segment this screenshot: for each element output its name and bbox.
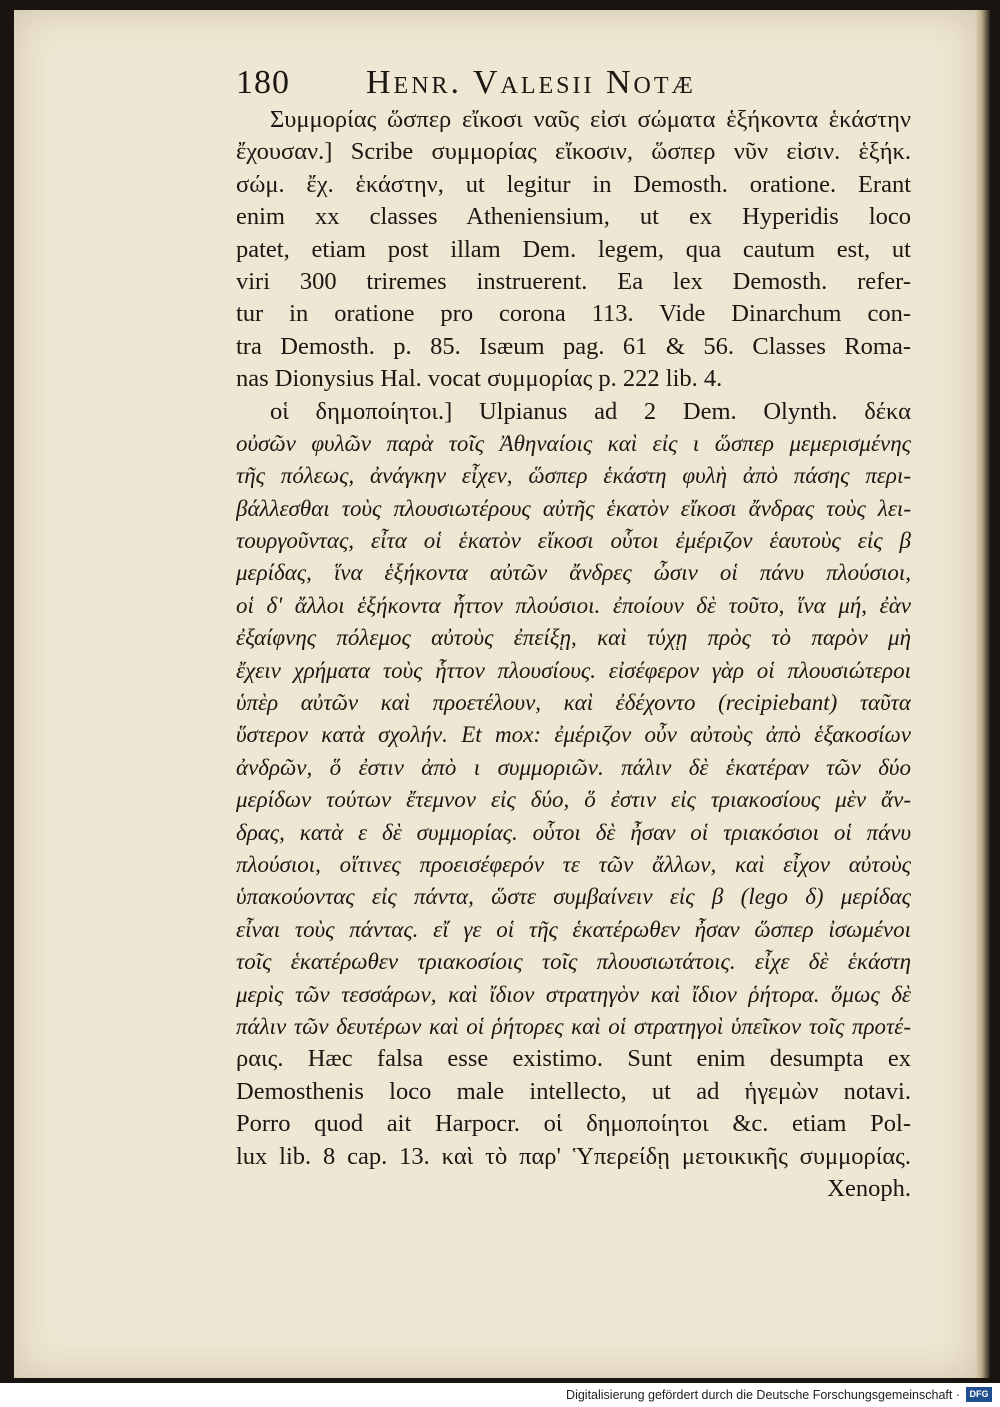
text-line: nas Dionysius Hal. vocat συμμορίας p. 222 lib. 4.	[236, 365, 723, 393]
text-line: tur in oratione pro corona 113. Vide Dinarchum con-	[236, 300, 911, 328]
text-line: ἔχουσαν.] Scribe συμμορίας εἴκοσιν, ὥσπερ νῦν εἰσιν. ἑξήκ.	[236, 138, 911, 166]
page-header	[236, 64, 916, 104]
text-line: δρας, κατὰ ε δὲ συμμορίας. οὗτοι δὲ ἦσαν οἱ τριακόσιοι οἱ πάνυ	[236, 819, 911, 845]
text-line: πάλιν τῶν δευτέρων καὶ οἱ ῥήτορες καὶ οἱ στρατηγοὶ ὑπεῖκον τοῖς προτέ-	[236, 1013, 911, 1039]
text-line: tra Demosth. p. 85. Isæum pag. 61 & 56. Classes Roma-	[236, 332, 911, 360]
text-line: Demosthenis loco male intellecto, ut ad ἡγεμὼν notavi.	[236, 1077, 911, 1105]
text-line: ὕστερον κατὰ σχολήν. Et mox: ἐμέριζον οὖν αὐτοὺς ἀπὸ ἑξακοσίων	[236, 722, 911, 748]
digitization-footer	[0, 1383, 1000, 1407]
text-line: τοῖς ἑκατέρωθεν τριακοσίοις τοῖς πλουσιωτάτοις. εἶχε δὲ ἑκάστη	[236, 949, 911, 975]
catchword: Xenoph.	[827, 1174, 911, 1202]
text-line: Συμμορίας ὥσπερ εἴκοσι ναῦς εἰσι σώματα ἑξήκοντα ἑκάστην	[270, 106, 911, 133]
text-line: viri 300 triremes instruerent. Ea lex Demosth. refer-	[236, 267, 911, 295]
text-line: μερίδας, ἵνα ἑξήκοντα αὐτῶν ἄνδρες ὦσιν οἱ πάνυ πλούσιοι,	[236, 560, 911, 586]
page-edge	[976, 10, 990, 1378]
text-line: ὑπὲρ αὐτῶν καὶ προετέλουν, καὶ ἐδέχοντο (recipiebant) ταῦτα	[236, 690, 911, 716]
text-line: οἱ δημοποίητοι.] Ulpianus ad 2 Dem. Olynth. δέκα	[270, 397, 911, 425]
footer-credit: Digitalisierung gefördert durch die Deutsche Forschungsgemeinschaft ·	[566, 1388, 960, 1402]
text-line: ὑπακούοντας εἰς πάντα, ὥστε συμβαίνειν εἰς β (lego δ) μερίδας	[236, 884, 911, 910]
text-line: τῆς πόλεως, ἀνάγκην εἶχεν, ὥσπερ ἑκάστη φυλὴ ἀπὸ πάσης περι-	[236, 463, 911, 489]
text-line: πλούσιοι, οἵτινες προεισέφερόν τε τῶν ἄλλων, καὶ εἶχον αὐτοὺς	[236, 851, 911, 877]
text-line: Porro quod ait Harpocr. οἱ δημοποίητοι &c. etiam Pol-	[236, 1110, 911, 1138]
dfg-logo: DFG	[966, 1387, 992, 1402]
text-line: εἶναι τοὺς πάντας. εἴ γε οἱ τῆς ἑκατέρωθεν ἦσαν ὥσπερ ἰσωμένοι	[236, 916, 911, 942]
running-head: Henr. Valesii Notæ	[366, 64, 696, 101]
text-line: ἀνδρῶν, ὅ ἐστιν ἀπὸ ι συμμοριῶν. πάλιν δὲ ἑκατέραν τῶν δύο	[236, 754, 911, 780]
text-line: βάλλεσθαι τοὺς πλουσιωτέρους αὐτῆς ἑκατὸν εἴκοσι ἄνδρας τοὺς λει-	[236, 495, 911, 521]
text-line: οὐσῶν φυλῶν παρὰ τοῖς Ἀθηναίοις καὶ εἰς ι ὥσπερ μεμερισμένης	[236, 430, 911, 456]
text-line: τουργοῦντας, εἶτα οἱ ἑκατὸν εἴκοσι οὗτοι ἐμέριζον ἑαυτοὺς εἰς β	[236, 528, 911, 554]
text-line: enim xx classes Atheniensium, ut ex Hyperidis loco	[236, 203, 911, 231]
text-line: lux lib. 8 cap. 13. καὶ τὸ παρ' Ὑπερείδῃ μετοικικῆς συμμορίας.	[236, 1142, 911, 1170]
text-line: οἱ δ' ἄλλοι ἑξήκοντα ἧττον πλούσιοι. ἐποίουν δὲ τοῦτο, ἵνα μή, ἐὰν	[236, 592, 911, 618]
text-line: ἐξαίφνης πόλεμος αὐτοὺς ἐπείξῃ, καὶ τύχῃ πρὸς τὸ παρὸν μὴ	[236, 625, 911, 651]
text-line: patet, etiam post illam Dem. legem, qua cautum est, ut	[236, 235, 911, 263]
text-line: σώμ. ἔχ. ἑκάστην, ut legitur in Demosth. oratione. Erant	[236, 170, 911, 198]
text-line: ραις. Hæc falsa esse existimo. Sunt enim desumpta ex	[236, 1045, 911, 1073]
page-number: 180	[236, 64, 290, 101]
body-text	[236, 104, 911, 1205]
text-line: ἔχειν χρήματα τοὺς ἧττον πλουσίους. εἰσέφερον γὰρ οἱ πλουσιώτεροι	[236, 657, 911, 683]
text-line: μερὶς τῶν τεσσάρων, καὶ ἴδιον στρατηγὸν καὶ ἴδιον ῥήτορα. ὅμως δὲ	[236, 981, 911, 1007]
text-line: μερίδων τούτων ἔτεμνον εἰς δύο, ὅ ἐστιν εἰς τριακοσίους μὲν ἄν-	[236, 787, 911, 813]
